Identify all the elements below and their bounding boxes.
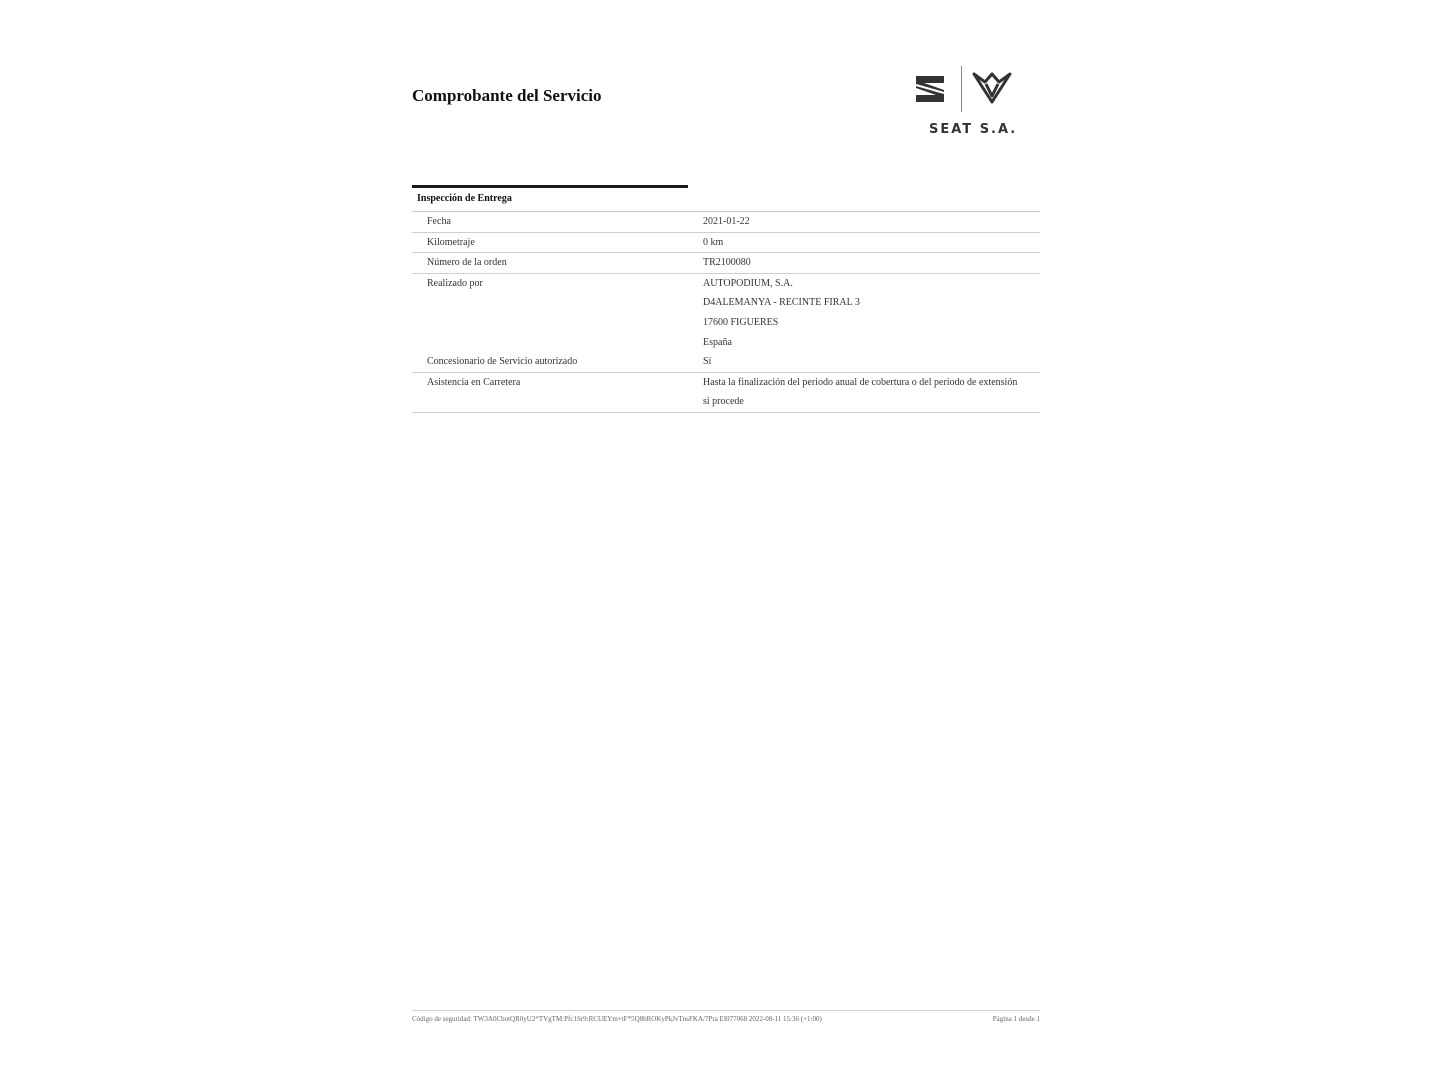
page-footer xyxy=(412,1010,1040,1023)
row-label-text: Realizado por xyxy=(427,277,483,289)
row-asistencia xyxy=(412,373,1040,413)
security-code: Código de seguridad: TW3A0CbotQR0yU2*TVgTM:Pfc1Sr9:RCUEYm+tF*5Q8bROKyPkJvTnsFKA/7Pra EI077068 2022-08-11 15:36 (+1:00) xyxy=(412,1015,822,1023)
row-value: Sí xyxy=(703,356,712,368)
row-fecha xyxy=(412,212,1040,233)
row-label-text: Asistencia en Carretera xyxy=(427,376,521,388)
row-value xyxy=(688,373,1040,412)
address-line: España xyxy=(703,336,732,348)
row-label: Número de la orden xyxy=(427,257,507,269)
row-orden xyxy=(412,253,1040,274)
row-label: Kilometraje xyxy=(427,236,475,248)
section-title: Inspección de Entrega xyxy=(412,188,1040,212)
address-line: AUTOPODIUM, S.A. xyxy=(703,277,793,289)
row-label: Concesionario de Servicio autorizado xyxy=(427,356,578,368)
row-concesionario xyxy=(412,352,1040,373)
address-line: D4ALEMANYA - RECINTE FIRAL 3 xyxy=(703,297,860,309)
row-value: 2021-01-22 xyxy=(703,216,750,227)
brand-text: SEAT S.A. xyxy=(929,122,1018,137)
cupra-logo-icon xyxy=(972,70,1012,104)
seat-logo-icon xyxy=(914,74,946,104)
row-label: Fecha xyxy=(427,216,451,227)
page-number: Página 1 desde 1 xyxy=(992,1015,1040,1023)
row-label xyxy=(412,373,688,412)
document-title: Comprobante del Servicio xyxy=(412,86,602,105)
row-label xyxy=(412,274,688,352)
row-value: TR2100080 xyxy=(703,257,751,269)
row-realizado xyxy=(412,274,1040,352)
row-kilometraje xyxy=(412,233,1040,254)
row-value xyxy=(688,274,1040,352)
seat-logo xyxy=(912,66,1032,146)
value-line: si procede xyxy=(703,396,744,408)
delivery-inspection-section xyxy=(412,185,1040,413)
row-value: 0 km xyxy=(703,236,724,248)
logo-divider xyxy=(961,66,962,112)
address-line: 17600 FIGUERES xyxy=(703,316,779,328)
value-line: Hasta la finalización del periodo anual de cobertura o del periodo de extensión xyxy=(703,376,1018,388)
